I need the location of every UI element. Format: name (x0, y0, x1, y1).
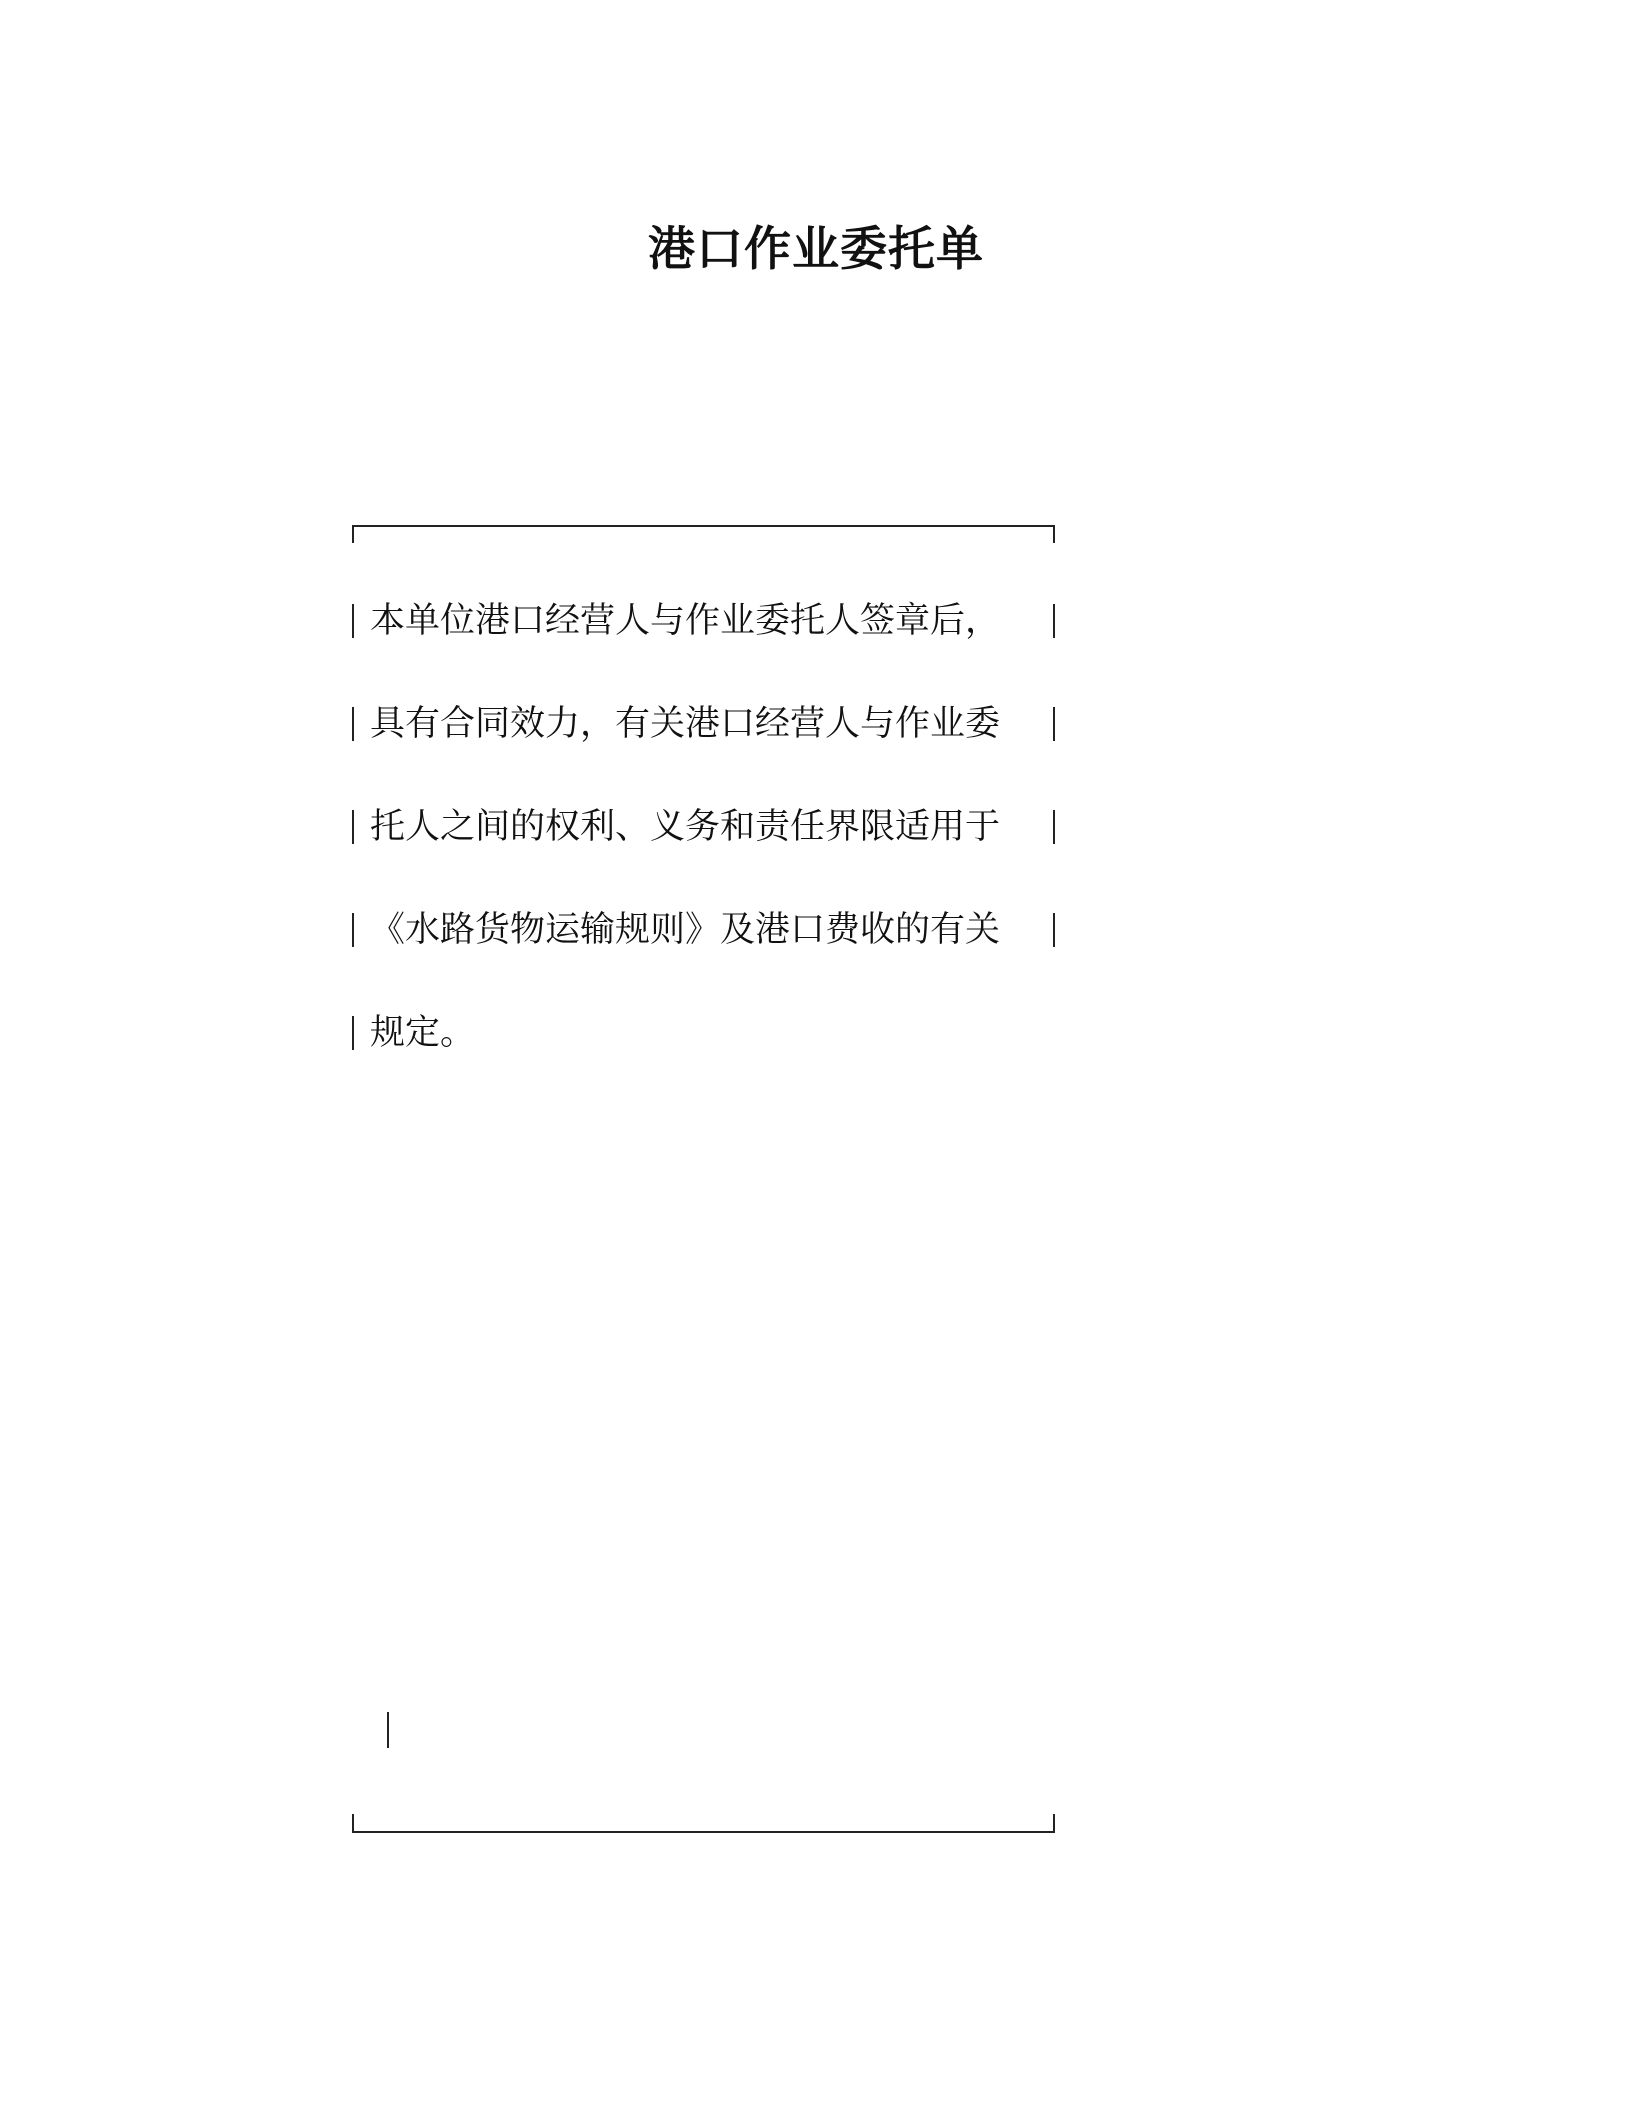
frame-bottom-right-tick (1053, 1814, 1055, 1832)
frame-left-mark (352, 707, 354, 741)
frame-top-border (352, 525, 1055, 527)
frame-left-mark (352, 604, 354, 638)
frame-right-mark (1053, 913, 1055, 947)
frame-left-mark (352, 810, 354, 844)
clause-line: 《水路货物运输规则》及港口费收的有关 (370, 910, 1001, 950)
clause-line: 具有合同效力，有关港口经营人与作业委 (370, 704, 1001, 744)
frame-right-mark (1053, 707, 1055, 741)
clause-line: 本单位港口经营人与作业委托人签章后， (370, 601, 1001, 641)
frame-bottom-left-tick (352, 1814, 354, 1832)
frame-left-mark (352, 913, 354, 947)
clause-line: 托人之间的权利、义务和责任界限适用于 (370, 807, 1001, 847)
clause-line: 规定。 (370, 1013, 476, 1053)
frame-left-mark (352, 1016, 354, 1050)
frame-inner-mark (387, 1712, 389, 1748)
frame-top-right-tick (1053, 525, 1055, 543)
frame-top-left-tick (352, 525, 354, 543)
document-title: 港口作业委托单 (648, 222, 984, 277)
frame-right-mark (1053, 810, 1055, 844)
frame-bottom-border (352, 1831, 1055, 1833)
frame-right-mark (1053, 604, 1055, 638)
